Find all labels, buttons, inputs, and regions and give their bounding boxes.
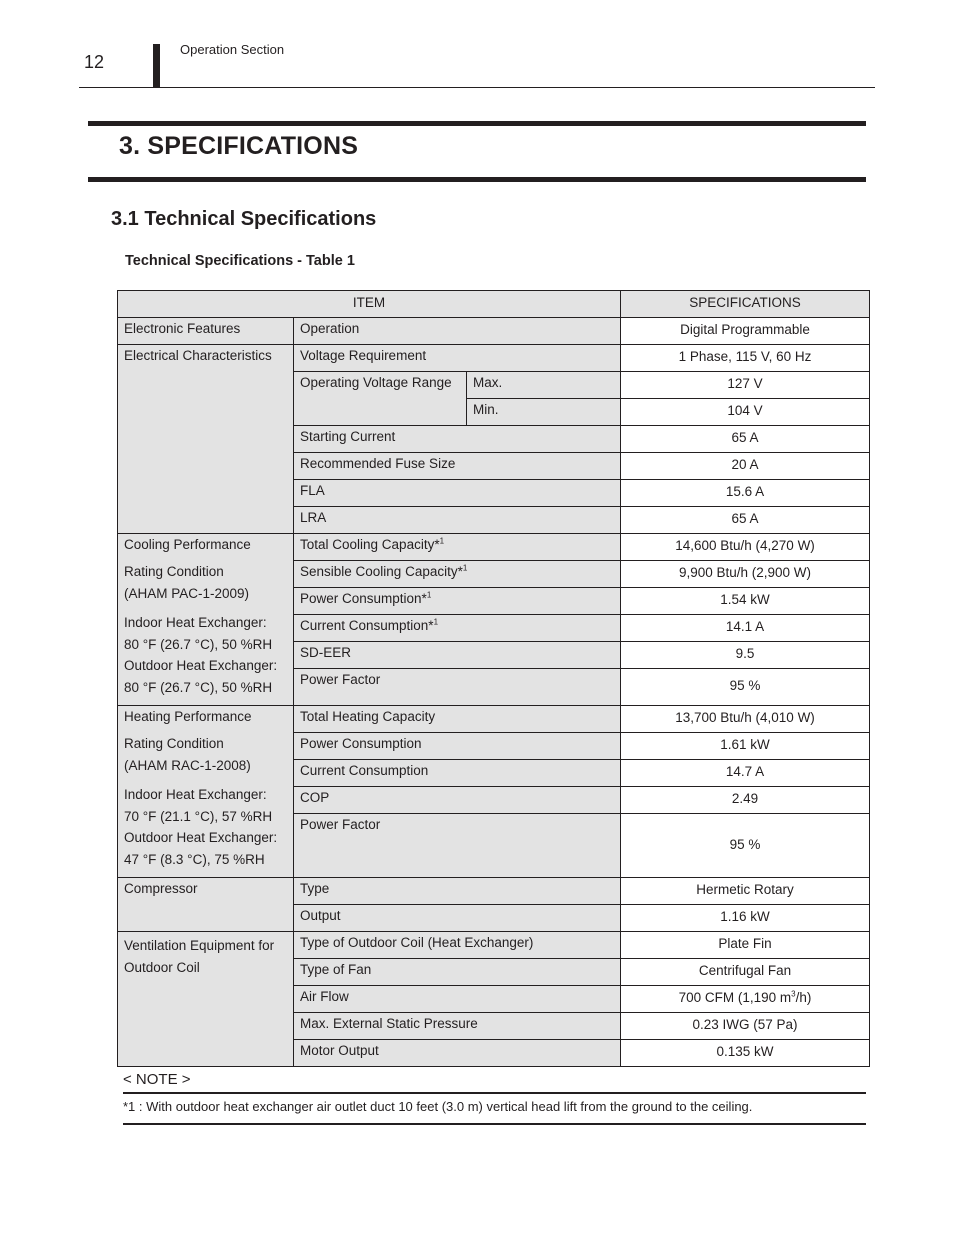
value-cooling-power-consumption: 1.54 kW (621, 588, 870, 615)
item-static-pressure: Max. External Static Pressure (294, 1013, 621, 1040)
footnote-mark: 1 (426, 590, 432, 600)
title-rule-top (88, 121, 866, 126)
heating-outdoor-2: 47 °F (8.3 °C), 75 %RH (124, 851, 265, 867)
value-coil-type: Plate Fin (621, 932, 870, 959)
table-row (118, 932, 870, 959)
item-sd-eer: SD-EER (294, 642, 621, 669)
value-operation: Digital Programmable (621, 318, 870, 345)
footnote-mark: 1 (462, 563, 468, 573)
category-heating (118, 706, 294, 878)
heating-rating-2: (AHAM RAC-1-2008) (124, 757, 251, 773)
item-compressor-output: Output (294, 905, 621, 932)
item-fan-type: Type of Fan (294, 959, 621, 986)
item-cooling-power-consumption-label: Power Consumption* (300, 591, 427, 606)
item-heating-power-consumption: Power Consumption (294, 733, 621, 760)
item-cooling-power-consumption (294, 588, 621, 615)
item-motor-output: Motor Output (294, 1040, 621, 1067)
header-bar (153, 44, 160, 88)
footnote-mark: 1 (433, 617, 439, 627)
air-flow-value-post: /h) (795, 990, 812, 1006)
value-cooling-current-consumption: 14.1 A (621, 615, 870, 642)
subsection-title: 3.1 Technical Specifications (111, 208, 377, 230)
section-title: 3. SPECIFICATIONS (119, 132, 359, 160)
ventilation-title-1: Ventilation Equipment for (124, 938, 275, 953)
item-cop: COP (294, 787, 621, 814)
cooling-indoor-2: 80 °F (26.7 °C), 50 %RH (124, 636, 273, 652)
item-fuse-size: Recommended Fuse Size (294, 453, 621, 480)
page-number: 12 (84, 52, 105, 72)
item-compressor-type: Type (294, 878, 621, 905)
item-min: Min. (467, 399, 621, 426)
note-rule-bottom (123, 1123, 866, 1125)
value-heating-power-factor: 95 % (621, 814, 870, 878)
value-fuse-size: 20 A (621, 453, 870, 480)
item-cooling-current-consumption-label: Current Consumption* (300, 618, 434, 633)
value-compressor-type: Hermetic Rotary (621, 878, 870, 905)
item-sensible-cooling-capacity (294, 561, 621, 588)
cooling-outdoor-2: 80 °F (26.7 °C), 50 %RH (124, 679, 273, 695)
header-item: ITEM (118, 291, 621, 318)
category-ventilation (118, 932, 294, 1067)
cooling-indoor-1: Indoor Heat Exchanger: (124, 615, 267, 631)
table-row (118, 534, 870, 561)
table-row (118, 878, 870, 905)
note-label: < NOTE > (123, 1071, 191, 1088)
heating-title: Heating Performance (124, 709, 252, 724)
category-cooling (118, 534, 294, 706)
category-compressor: Compressor (118, 878, 294, 932)
item-starting-current: Starting Current (294, 426, 621, 453)
item-fla: FLA (294, 480, 621, 507)
header-specifications: SPECIFICATIONS (621, 291, 870, 318)
value-air-flow (621, 986, 870, 1013)
note-rule-top (123, 1092, 866, 1094)
item-max: Max. (467, 372, 621, 399)
item-heating-power-factor: Power Factor (294, 814, 621, 878)
heating-outdoor-1: Outdoor Heat Exchanger: (124, 830, 278, 846)
item-coil-type: Type of Outdoor Coil (Heat Exchanger) (294, 932, 621, 959)
item-operating-voltage-range: Operating Voltage Range (294, 372, 467, 426)
value-voltage-requirement: 1 Phase, 115 V, 60 Hz (621, 345, 870, 372)
value-static-pressure: 0.23 IWG (57 Pa) (621, 1013, 870, 1040)
value-sensible-cooling-capacity: 9,900 Btu/h (2,900 W) (621, 561, 870, 588)
cooling-title: Cooling Performance (124, 537, 251, 552)
table-caption: Technical Specifications - Table 1 (125, 253, 355, 269)
value-compressor-output: 1.16 kW (621, 905, 870, 932)
item-sensible-cooling-capacity-label: Sensible Cooling Capacity* (300, 564, 463, 579)
category-electronic: Electronic Features (118, 318, 294, 345)
value-fan-type: Centrifugal Fan (621, 959, 870, 986)
value-total-heating-capacity: 13,700 Btu/h (4,010 W) (621, 706, 870, 733)
cube-mark: 3 (791, 989, 796, 999)
cooling-rating-2: (AHAM PAC-1-2009) (124, 585, 250, 601)
item-operation: Operation (294, 318, 621, 345)
item-total-cooling-capacity (294, 534, 621, 561)
table-row (118, 345, 870, 372)
title-rule-bottom (88, 177, 866, 182)
cooling-rating-1: Rating Condition (124, 564, 224, 580)
value-motor-output: 0.135 kW (621, 1040, 870, 1067)
heating-rating-1: Rating Condition (124, 736, 224, 752)
heating-indoor-2: 70 °F (21.1 °C), 57 %RH (124, 808, 273, 824)
header-section: Operation Section (180, 42, 285, 57)
air-flow-value-pre: 700 CFM (1,190 m (678, 990, 792, 1006)
ventilation-title-2: Outdoor Coil (124, 959, 200, 975)
spec-table (117, 290, 870, 1067)
item-total-cooling-capacity-label: Total Cooling Capacity* (300, 537, 440, 552)
header-rule (79, 87, 875, 88)
item-total-heating-capacity: Total Heating Capacity (294, 706, 621, 733)
item-lra: LRA (294, 507, 621, 534)
item-heating-current-consumption: Current Consumption (294, 760, 621, 787)
table-row (118, 318, 870, 345)
value-total-cooling-capacity: 14,600 Btu/h (4,270 W) (621, 534, 870, 561)
value-heating-current-consumption: 14.7 A (621, 760, 870, 787)
item-cooling-current-consumption (294, 615, 621, 642)
footnote-mark: 1 (439, 536, 445, 546)
note-text: *1 : With outdoor heat exchanger air outlet duct 10 feet (3.0 m) vertical head lift from the ground to the ceiling. (123, 1099, 753, 1114)
item-voltage-requirement: Voltage Requirement (294, 345, 621, 372)
value-starting-current: 65 A (621, 426, 870, 453)
value-cop: 2.49 (621, 787, 870, 814)
heating-indoor-1: Indoor Heat Exchanger: (124, 787, 267, 803)
value-fla: 15.6 A (621, 480, 870, 507)
value-cooling-power-factor: 95 % (621, 669, 870, 706)
value-lra: 65 A (621, 507, 870, 534)
value-heating-power-consumption: 1.61 kW (621, 733, 870, 760)
cooling-outdoor-1: Outdoor Heat Exchanger: (124, 658, 278, 674)
value-sd-eer: 9.5 (621, 642, 870, 669)
category-electrical: Electrical Characteristics (118, 345, 294, 534)
item-air-flow: Air Flow (294, 986, 621, 1013)
value-min: 104 V (621, 399, 870, 426)
table-row (118, 706, 870, 733)
value-max: 127 V (621, 372, 870, 399)
item-cooling-power-factor: Power Factor (294, 669, 621, 706)
